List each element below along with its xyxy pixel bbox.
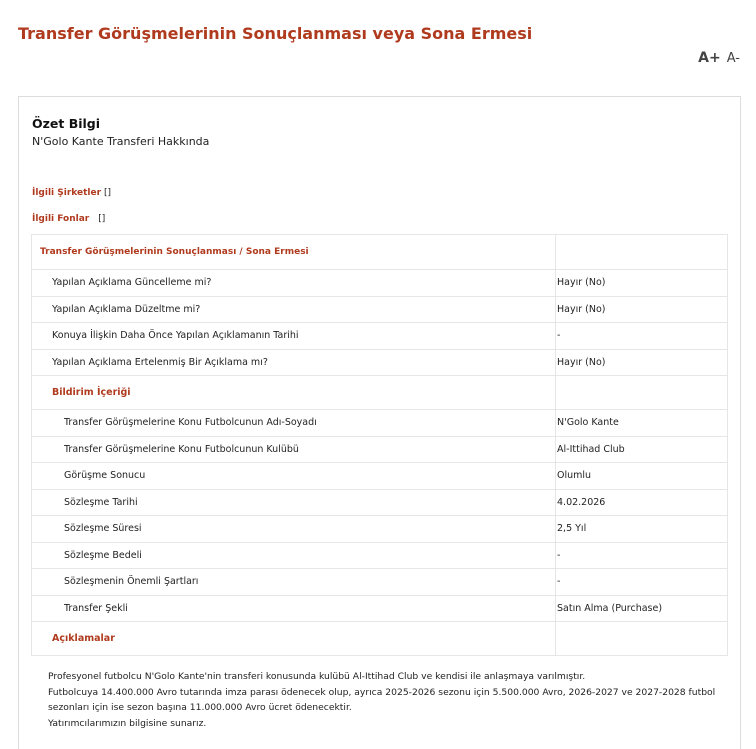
related-funds [32,214,105,224]
disclosure-panel [18,96,741,749]
section-row-content [32,376,727,410]
explanation-text [48,669,738,731]
row-value: 4.02.2026 [557,496,606,508]
table-row [32,323,727,350]
row-label: Yapılan Açıklama Güncelleme mi? [32,270,556,296]
section-title-content: Bildirim İçeriği [32,376,556,409]
row-value: Satın Alma (Purchase) [557,602,663,614]
page-title: Transfer Görüşmelerinin Sonuçlanması veya Sona Ermesi [18,24,533,43]
row-value: Hayır (No) [557,356,606,368]
summary-subtitle: N'Golo Kante Transferi Hakkında [32,135,210,148]
table-row [32,270,727,297]
table-row [32,437,727,464]
table-row [32,543,727,570]
row-label: Sözleşmenin Önemli Şartları [32,569,556,595]
row-label: Transfer Şekli [32,596,556,622]
section-row-explanations [32,622,727,656]
row-value: - [557,576,561,588]
row-label: Yapılan Açıklama Ertelenmiş Bir Açıklama mı? [32,350,556,376]
row-label: Sözleşme Süresi [32,516,556,542]
table-row [32,516,727,543]
table-row [32,297,727,324]
explanation-line: Yatırımcılarımızın bilgisine sunarız. [48,717,207,729]
related-companies [32,188,111,198]
row-label: Transfer Görüşmelerine Konu Futbolcunun Adı-Soyadı [32,410,556,436]
row-value: Al-Ittihad Club [557,443,625,455]
table-row [32,569,727,596]
row-label: Görüşme Sonucu [32,463,556,489]
table-row [32,410,727,437]
row-label: Konuya İlişkin Daha Önce Yapılan Açıklamanın Tarihi [32,323,556,349]
row-label: Transfer Görüşmelerine Konu Futbolcunun Kulübü [32,437,556,463]
font-size-controls [698,50,740,66]
related-funds-value: [] [98,214,106,224]
row-value: Hayır (No) [557,303,606,315]
table-row [32,350,727,377]
row-value: 2,5 Yıl [557,523,587,535]
related-companies-value: [] [104,188,112,198]
row-label: Sözleşme Bedeli [32,543,556,569]
row-value: N'Golo Kante [557,417,619,429]
explanation-line: Profesyonel futbolcu N'Golo Kante'nin transferi konusunda kulübü Al-Ittihad Club ve kendisi ile anlaşmaya varılmıştır. [48,671,586,682]
row-label: Yapılan Açıklama Düzeltme mi? [32,297,556,323]
row-value: - [557,549,561,561]
row-value: - [557,330,561,342]
section-title-explanations: Açıklamalar [32,622,556,655]
row-value: Olumlu [557,470,592,482]
table-row [32,490,727,517]
row-label: Sözleşme Tarihi [32,490,556,516]
decrease-font-button[interactable]: A- [726,51,740,66]
row-value: Hayır (No) [557,277,606,289]
table-row [32,463,727,490]
disclosure-table [31,234,728,656]
table-header: Transfer Görüşmelerinin Sonuçlanması / Sona Ermesi [32,235,556,269]
related-funds-label[interactable]: İlgili Fonlar [32,214,90,224]
summary-title: Özet Bilgi [32,116,101,131]
table-header-row [32,235,727,270]
increase-font-button[interactable]: A+ [698,50,721,66]
table-row [32,596,727,623]
related-companies-label[interactable]: İlgili Şirketler [32,188,102,198]
explanation-line: Futbolcuya 14.400.000 Avro tutarında imza parası ödenecek olup, ayrıca 2025-2026 sezonu için 5.500.000 Avro, 2026-2027 ve 2027-2028 futbol sezonları için ise sezon başına 11.000.000 Avro ücret ödenecektir. [48,686,716,713]
